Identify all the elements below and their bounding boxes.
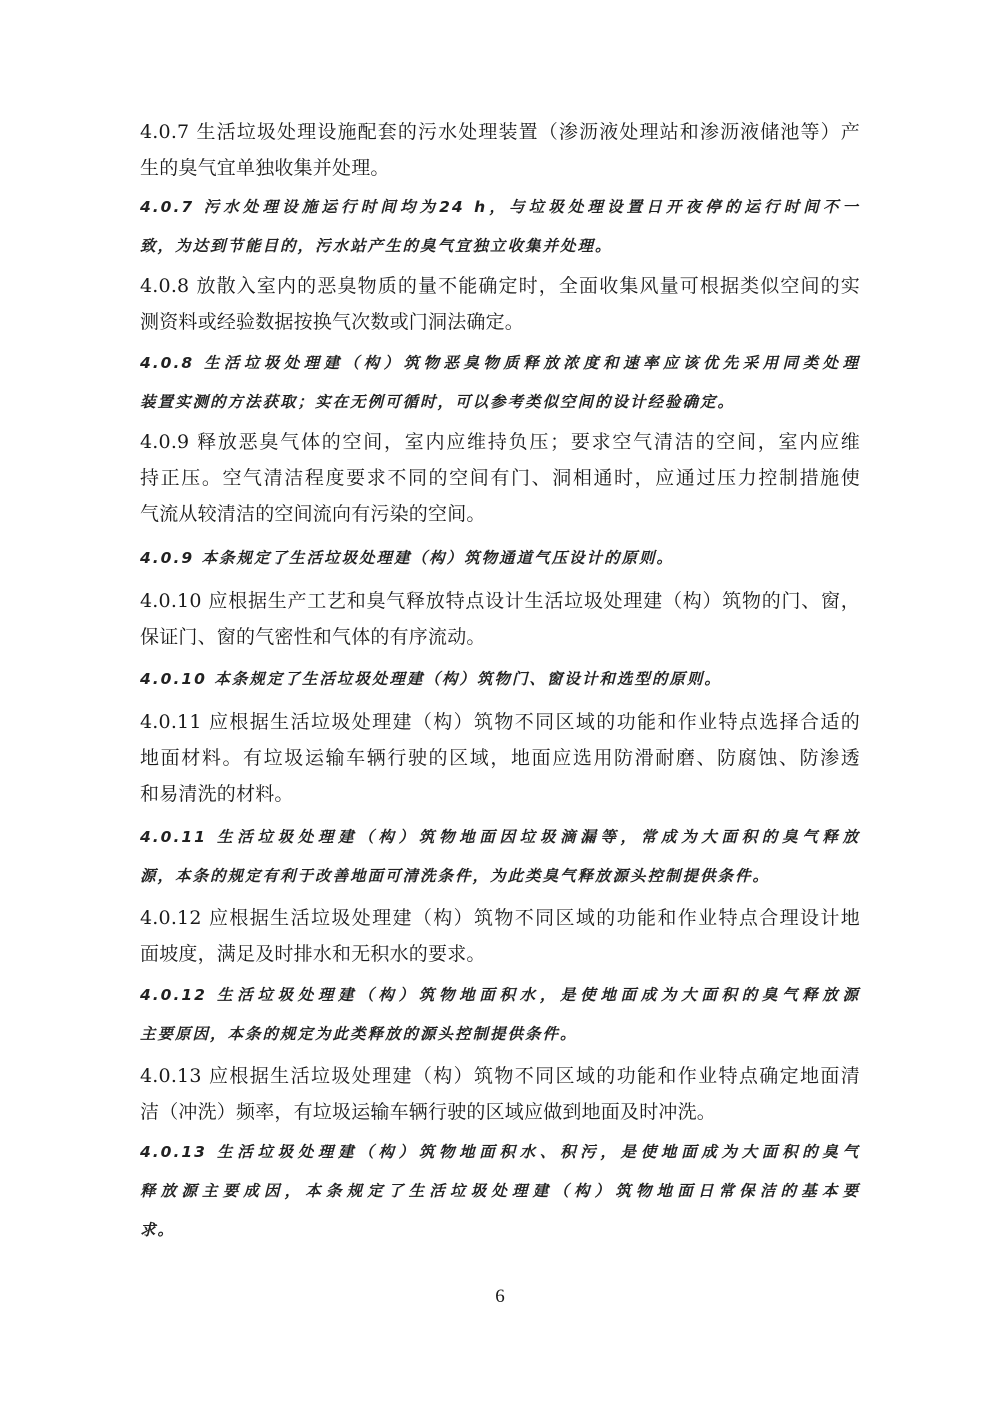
clause-4-0-8 — [140, 268, 860, 340]
page-number: 6 — [495, 1286, 505, 1307]
explanation-4-0-9 — [140, 539, 860, 578]
text-line: 4.0.9 本条规定了生活垃圾处理建（构）筑物通道气压设计的原则。 — [140, 549, 675, 567]
text-line: 4.0.10 应根据生产工艺和臭气释放特点设计生活垃圾处理建（构）筑物的门、窗， — [140, 590, 860, 612]
text-line: 4.0.13 生活垃圾处理建（构）筑物地面积水、积污，是使地面成为大面积的臭气 — [140, 1143, 860, 1161]
text-line: 和易清洗的材料。 — [140, 783, 294, 805]
text-line: 面坡度，满足及时排水和无积水的要求。 — [140, 943, 486, 965]
clause-4-0-9 — [140, 424, 860, 532]
explanation-4-0-7 — [140, 188, 860, 266]
text-line: 释放源主要成因，本条规定了生活垃圾处理建（构）筑物地面日常保洁的基本要 — [140, 1182, 860, 1200]
text-line: 持正压。空气清洁程度要求不同的空间有门、洞相通时，应通过压力控制措施使 — [140, 467, 860, 489]
text-line: 测资料或经验数据按换气次数或门洞法确定。 — [140, 311, 525, 333]
explanation-4-0-12 — [140, 976, 860, 1054]
text-line: 主要原因，本条的规定为此类释放的源头控制提供条件。 — [140, 1025, 578, 1043]
text-line: 4.0.7 污水处理设施运行时间均为24 h，与垃圾处理设置日开夜停的运行时间不一 — [140, 198, 860, 216]
text-line: 洁（冲洗）频率，有垃圾运输车辆行驶的区域应做到地面及时冲洗。 — [140, 1101, 717, 1123]
text-line: 致，为达到节能目的，污水站产生的臭气宜独立收集并处理。 — [140, 237, 613, 255]
explanation-4-0-8 — [140, 344, 860, 422]
text-line: 源，本条的规定有利于改善地面可清洗条件，为此类臭气释放源头控制提供条件。 — [140, 867, 771, 885]
text-line: 求。 — [140, 1221, 176, 1239]
text-line: 4.0.13 应根据生活垃圾处理建（构）筑物不同区域的功能和作业特点确定地面清 — [140, 1065, 860, 1087]
text-line: 气流从较清洁的空间流向有污染的空间。 — [140, 503, 486, 525]
text-line: 4.0.9 释放恶臭气体的空间，室内应维持负压；要求空气清洁的空间，室内应维 — [140, 431, 860, 453]
clause-4-0-10 — [140, 583, 860, 655]
text-line: 装置实测的方法获取；实在无例可循时，可以参考类似空间的设计经验确定。 — [140, 393, 736, 411]
text-line: 4.0.11 应根据生活垃圾处理建（构）筑物不同区域的功能和作业特点选择合适的 — [140, 711, 860, 733]
clause-4-0-13 — [140, 1058, 860, 1130]
clause-4-0-11 — [140, 704, 860, 812]
text-line: 4.0.10 本条规定了生活垃圾处理建（构）筑物门、窗设计和选型的原则。 — [140, 670, 722, 688]
clause-4-0-7 — [140, 114, 860, 186]
text-line: 4.0.11 生活垃圾处理建（构）筑物地面因垃圾滴漏等，常成为大面积的臭气释放 — [140, 828, 860, 846]
clause-4-0-12 — [140, 900, 860, 972]
text-line: 4.0.8 放散入室内的恶臭物质的量不能确定时，全面收集风量可根据类似空间的实 — [140, 275, 860, 297]
text-line: 4.0.12 生活垃圾处理建（构）筑物地面积水，是使地面成为大面积的臭气释放源 — [140, 986, 860, 1004]
text-line: 4.0.7 生活垃圾处理设施配套的污水处理装置（渗沥液处理站和渗沥液储池等）产 — [140, 121, 860, 143]
text-line: 生的臭气宜单独收集并处理。 — [140, 157, 390, 179]
explanation-4-0-13 — [140, 1133, 860, 1250]
explanation-4-0-10 — [140, 660, 860, 699]
text-line: 保证门、窗的气密性和气体的有序流动。 — [140, 626, 486, 648]
explanation-4-0-11 — [140, 818, 860, 896]
text-line: 4.0.8 生活垃圾处理建（构）筑物恶臭物质释放浓度和速率应该优先采用同类处理 — [140, 354, 860, 372]
text-line: 地面材料。有垃圾运输车辆行驶的区域，地面应选用防滑耐磨、防腐蚀、防渗透 — [140, 747, 860, 769]
text-line: 4.0.12 应根据生活垃圾处理建（构）筑物不同区域的功能和作业特点合理设计地 — [140, 907, 860, 929]
